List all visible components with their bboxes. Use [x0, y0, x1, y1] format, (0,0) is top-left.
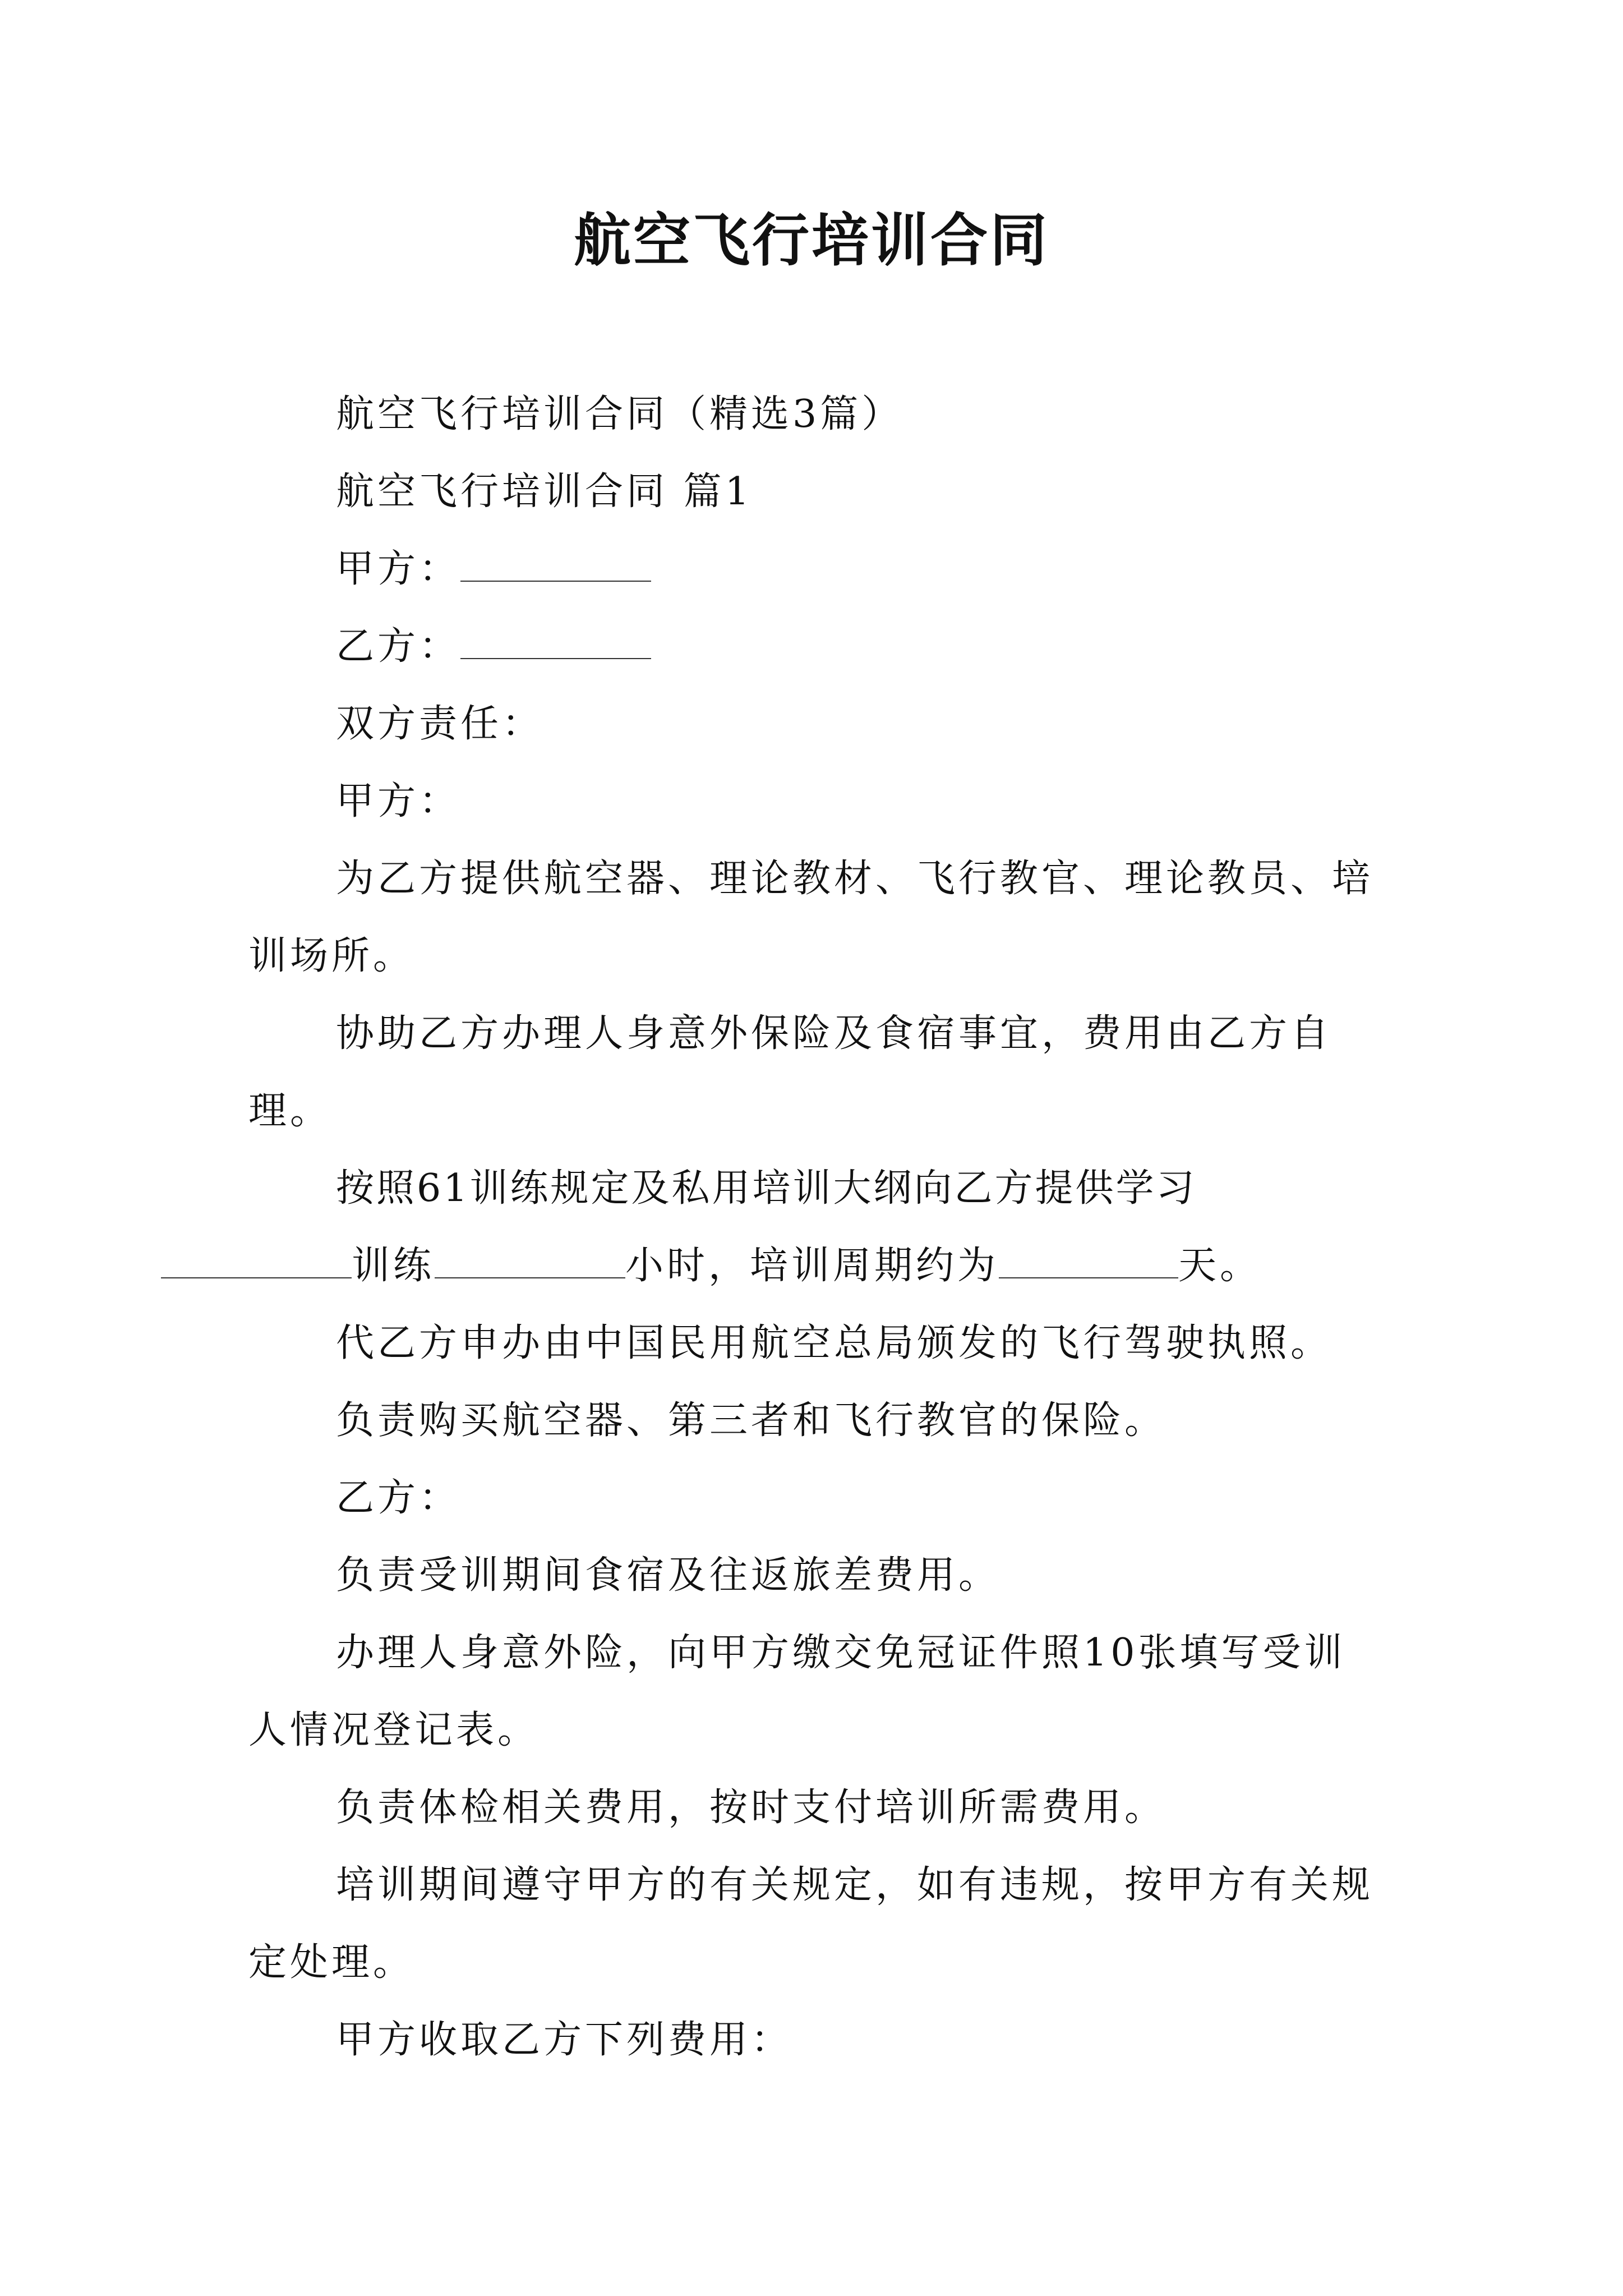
clause-b2: 办理人身意外险，向甲方缴交免冠证件照10张填写受训人情况登记表。 [248, 1631, 1346, 1752]
responsibilities-heading: 双方责任： [336, 702, 544, 746]
clause-a4: 代乙方申办由中国民用航空总局颁发的飞行驾驶执照。 [336, 1321, 1332, 1365]
clause-a3-blanks [161, 1227, 1376, 1305]
party-b-heading: 乙方： [336, 1476, 461, 1520]
clause-a5: 负责购买航空器、第三者和飞行教官的保险。 [336, 1398, 1166, 1443]
clause-b4: 培训期间遵守甲方的有关规定，如有违规，按甲方有关规定处理。 [248, 1863, 1374, 1985]
party-a-label: 甲方： [336, 547, 461, 591]
blank-text-2: 小时，培训周期约为 [625, 1244, 999, 1288]
study-hours-blank[interactable] [161, 1241, 352, 1278]
party-a-blank[interactable] [460, 544, 651, 582]
section-heading: 航空飞行培训合同 篇1 [336, 470, 753, 514]
clause-b3: 负责体检相关费用，按时支付培训所需费用。 [336, 1786, 1166, 1830]
party-a-heading: 甲方： [336, 779, 461, 823]
party-b-blank[interactable] [460, 622, 651, 659]
training-hours-blank[interactable] [435, 1241, 625, 1278]
fees-heading: 甲方收取乙方下列费用： [336, 2018, 793, 2062]
clause-a2: 协助乙方办理人身意外保险及食宿事宜，费用由乙方自理。 [248, 1011, 1332, 1133]
clause-b1: 负责受训期间食宿及往返旅差费用。 [336, 1553, 1000, 1598]
blank-text-3: 天。 [1178, 1244, 1262, 1288]
document-body [248, 376, 1376, 2079]
party-b-line [248, 608, 1376, 685]
party-b-label: 乙方： [336, 624, 461, 669]
document-title: 航空飞行培训合同 [574, 208, 1049, 274]
clause-a3: 按照61训练规定及私用培训大纲向乙方提供学习 [336, 1166, 1197, 1211]
blank-text-1: 训练 [352, 1244, 435, 1288]
party-a-line [248, 531, 1376, 608]
subtitle-line: 航空飞行培训合同（精选3篇） [336, 392, 903, 436]
clause-a1: 为乙方提供航空器、理论教材、飞行教官、理论教员、培训场所。 [248, 857, 1374, 978]
period-days-blank[interactable] [999, 1241, 1178, 1278]
